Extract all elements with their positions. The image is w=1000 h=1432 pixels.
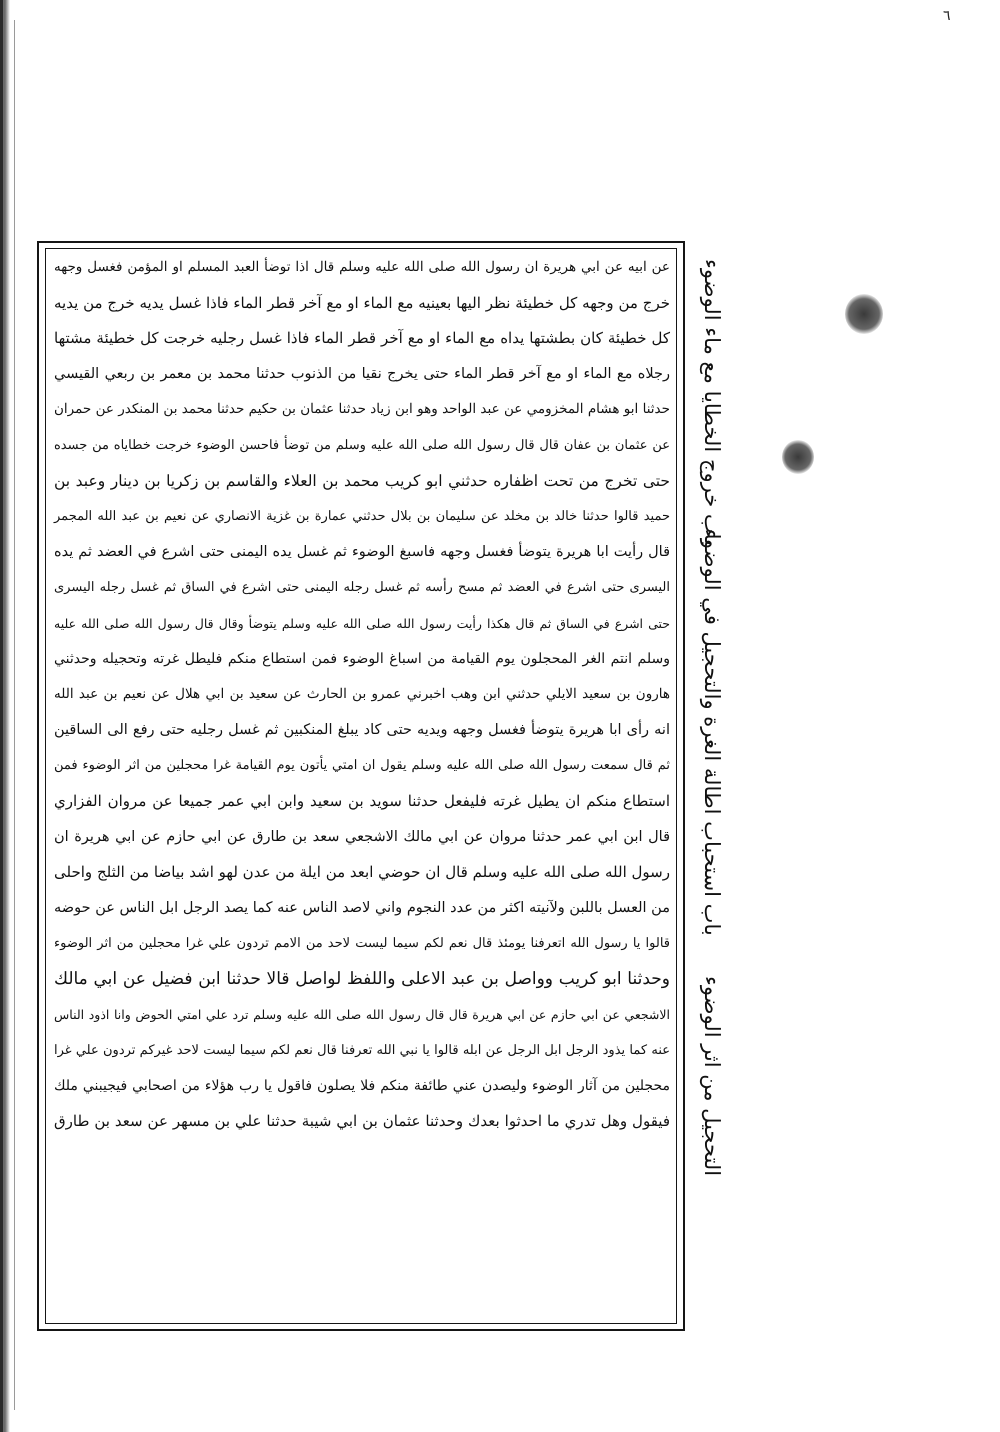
text-line: خرج من وجهه كل خطيئة نظر اليها بعينيه مع الماء او مع آخر قطر الماء فاذا غسل يديه خرج من يديه [54,293,670,312]
text-line: عن ابيه عن ابي هريرة ان رسول الله صلى الله عليه وسلم قال اذا توضأ العبد المسلم او المؤمن فغسل وجهه [54,259,670,275]
text-line: حميد قالوا حدثنا خالد بن مخلد عن سليمان بن بلال حدثني عمارة بن غزية الانصاري عن نعيم بن عبد الله المجمر [54,509,670,525]
text-line: عن عثمان بن عفان قال قال رسول الله صلى الله عليه وسلم من توضأ فاحسن الوضوء خرجت خطاياه من جسده [54,437,670,453]
text-line: حتى تخرج من تحت اظفاره حدثني ابو كريب محمد بن العلاء والقاسم بن زكريا بن دينار وعبد بن [54,471,670,490]
text-line: استطاع منكم ان يطيل غرته فليفعل حدثنا سويد بن سعيد وابن ابي عمر جميعا عن مروان الفزاري [54,791,670,810]
gutter-line [14,20,15,1410]
ink-stain [782,440,814,474]
margin-chapter-heading: باب خروج الخطايا مع ماء الوضوء [700,259,724,546]
manuscript-text-block [50,250,674,1320]
text-line: حتى اشرع في الساق ثم قال هكذا رأيت رسول الله صلى الله عليه وسلم يتوضأ وقال قال رسول الله صلى الله عليه [54,615,670,631]
text-line: رسول الله صلى الله عليه وسلم قال ان حوضي ابعد من ايلة من عدن لهو اشد بياضا من الثلج واحلى [54,863,670,882]
page-edge [0,0,10,1432]
text-line: وسلم انتم الغر المحجلون يوم القيامة من اسباغ الوضوء فمن استطاع منكم فليطل غرته وتحجيله وحدثني [54,650,670,667]
text-line: عنه كما يذود الرجل ابل الرجل عن ابله قالوا يا نبي الله تعرفنا قال نعم لكم سيما ليست لاحد غيركم تردون علي غرا [54,1043,671,1059]
margin-headings-column [692,236,742,1236]
text-line: وحدثنا ابو كريب وواصل بن عبد الاعلى واللفظ لواصل قالا حدثنا ابن فضيل عن ابي مالك [54,968,670,989]
text-line: محجلين من آثار الوضوء وليصدن عني طائفة منكم فلا يصلون فاقول يا رب هؤلاء من اصحابي فيجيبني ملك [54,1077,670,1094]
text-line: كل خطيئة كان بطشتها يداه مع الماء او مع آخر قطر الماء فاذا غسل رجليه خرجت كل خطيئة مشتها [54,329,670,348]
text-line: قالوا يا رسول الله اتعرفنا يومئذ قال نعم لكم سيما ليست لاحد من الامم تردون علي غرا محجلين من اثر الوضوء [54,936,670,952]
text-line: فيقول وهل تدري ما احدثوا بعدك وحدثنا عثمان بن ابي شيبة حدثنا علي بن مسهر عن سعد بن طارق [54,1112,670,1131]
text-line: حدثنا ابو هشام المخزومي عن عبد الواحد وهو ابن زياد حدثنا عثمان بن حكيم حدثنا محمد بن المنكدر عن حمران [54,401,670,418]
margin-chapter-heading: التحجيل من اثر الوضوء [700,975,724,1176]
text-line: ثم قال سمعت رسول الله صلى الله عليه وسلم يقول ان امتي يأتون يوم القيامة غرا محجلين من اثر الوضوء فمن [54,758,670,774]
page-corner-mark: ٦ [943,8,951,24]
text-line: هارون بن سعيد الايلي حدثني ابن وهب اخبرني عمرو بن الحارث عن سعيد بن ابي هلال عن نعيم بن عبد الله [54,686,670,703]
ink-stain [845,294,883,334]
text-line: من العسل باللبن ولآنيته اكثر من عدد النجوم واني لاصد الناس عنه كما يصد الرجل ابل الناس عن حوضه [54,899,670,916]
text-line: الاشجعي عن ابي حازم عن ابي هريرة قال قال رسول الله صلى الله عليه وسلم ترد علي امتي الحوض وانا اذود الناس [54,1007,670,1023]
text-line: اليسرى حتى اشرع في العضد ثم مسح رأسه ثم غسل رجله اليمنى حتى اشرع في الساق ثم غسل رجله اليسرى [54,580,670,596]
text-line: انه رأى ابا هريرة يتوضأ فغسل وجهه ويديه حتى كاد يبلغ المنكبين ثم غسل رجليه حتى رفع الى الساقين [54,721,670,738]
text-line: رجلاه مع الماء او مع آخر قطر الماء حتى يخرج نقيا من الذنوب حدثنا محمد بن معمر بن ربعي القيسي [54,365,670,382]
margin-chapter-heading: باب استحباب اطالة الغرة والتحجيل في الوضوء [700,529,724,936]
text-line: قال رأيت ابا هريرة يتوضأ فغسل وجهه فاسبغ الوضوء ثم غسل يده اليمنى حتى اشرع في العضد ثم يده [54,543,670,560]
text-line: قال ابن ابي عمر حدثنا مروان عن ابي مالك الاشجعي سعد بن طارق عن ابي حازم عن ابي هريرة ان [54,828,670,845]
